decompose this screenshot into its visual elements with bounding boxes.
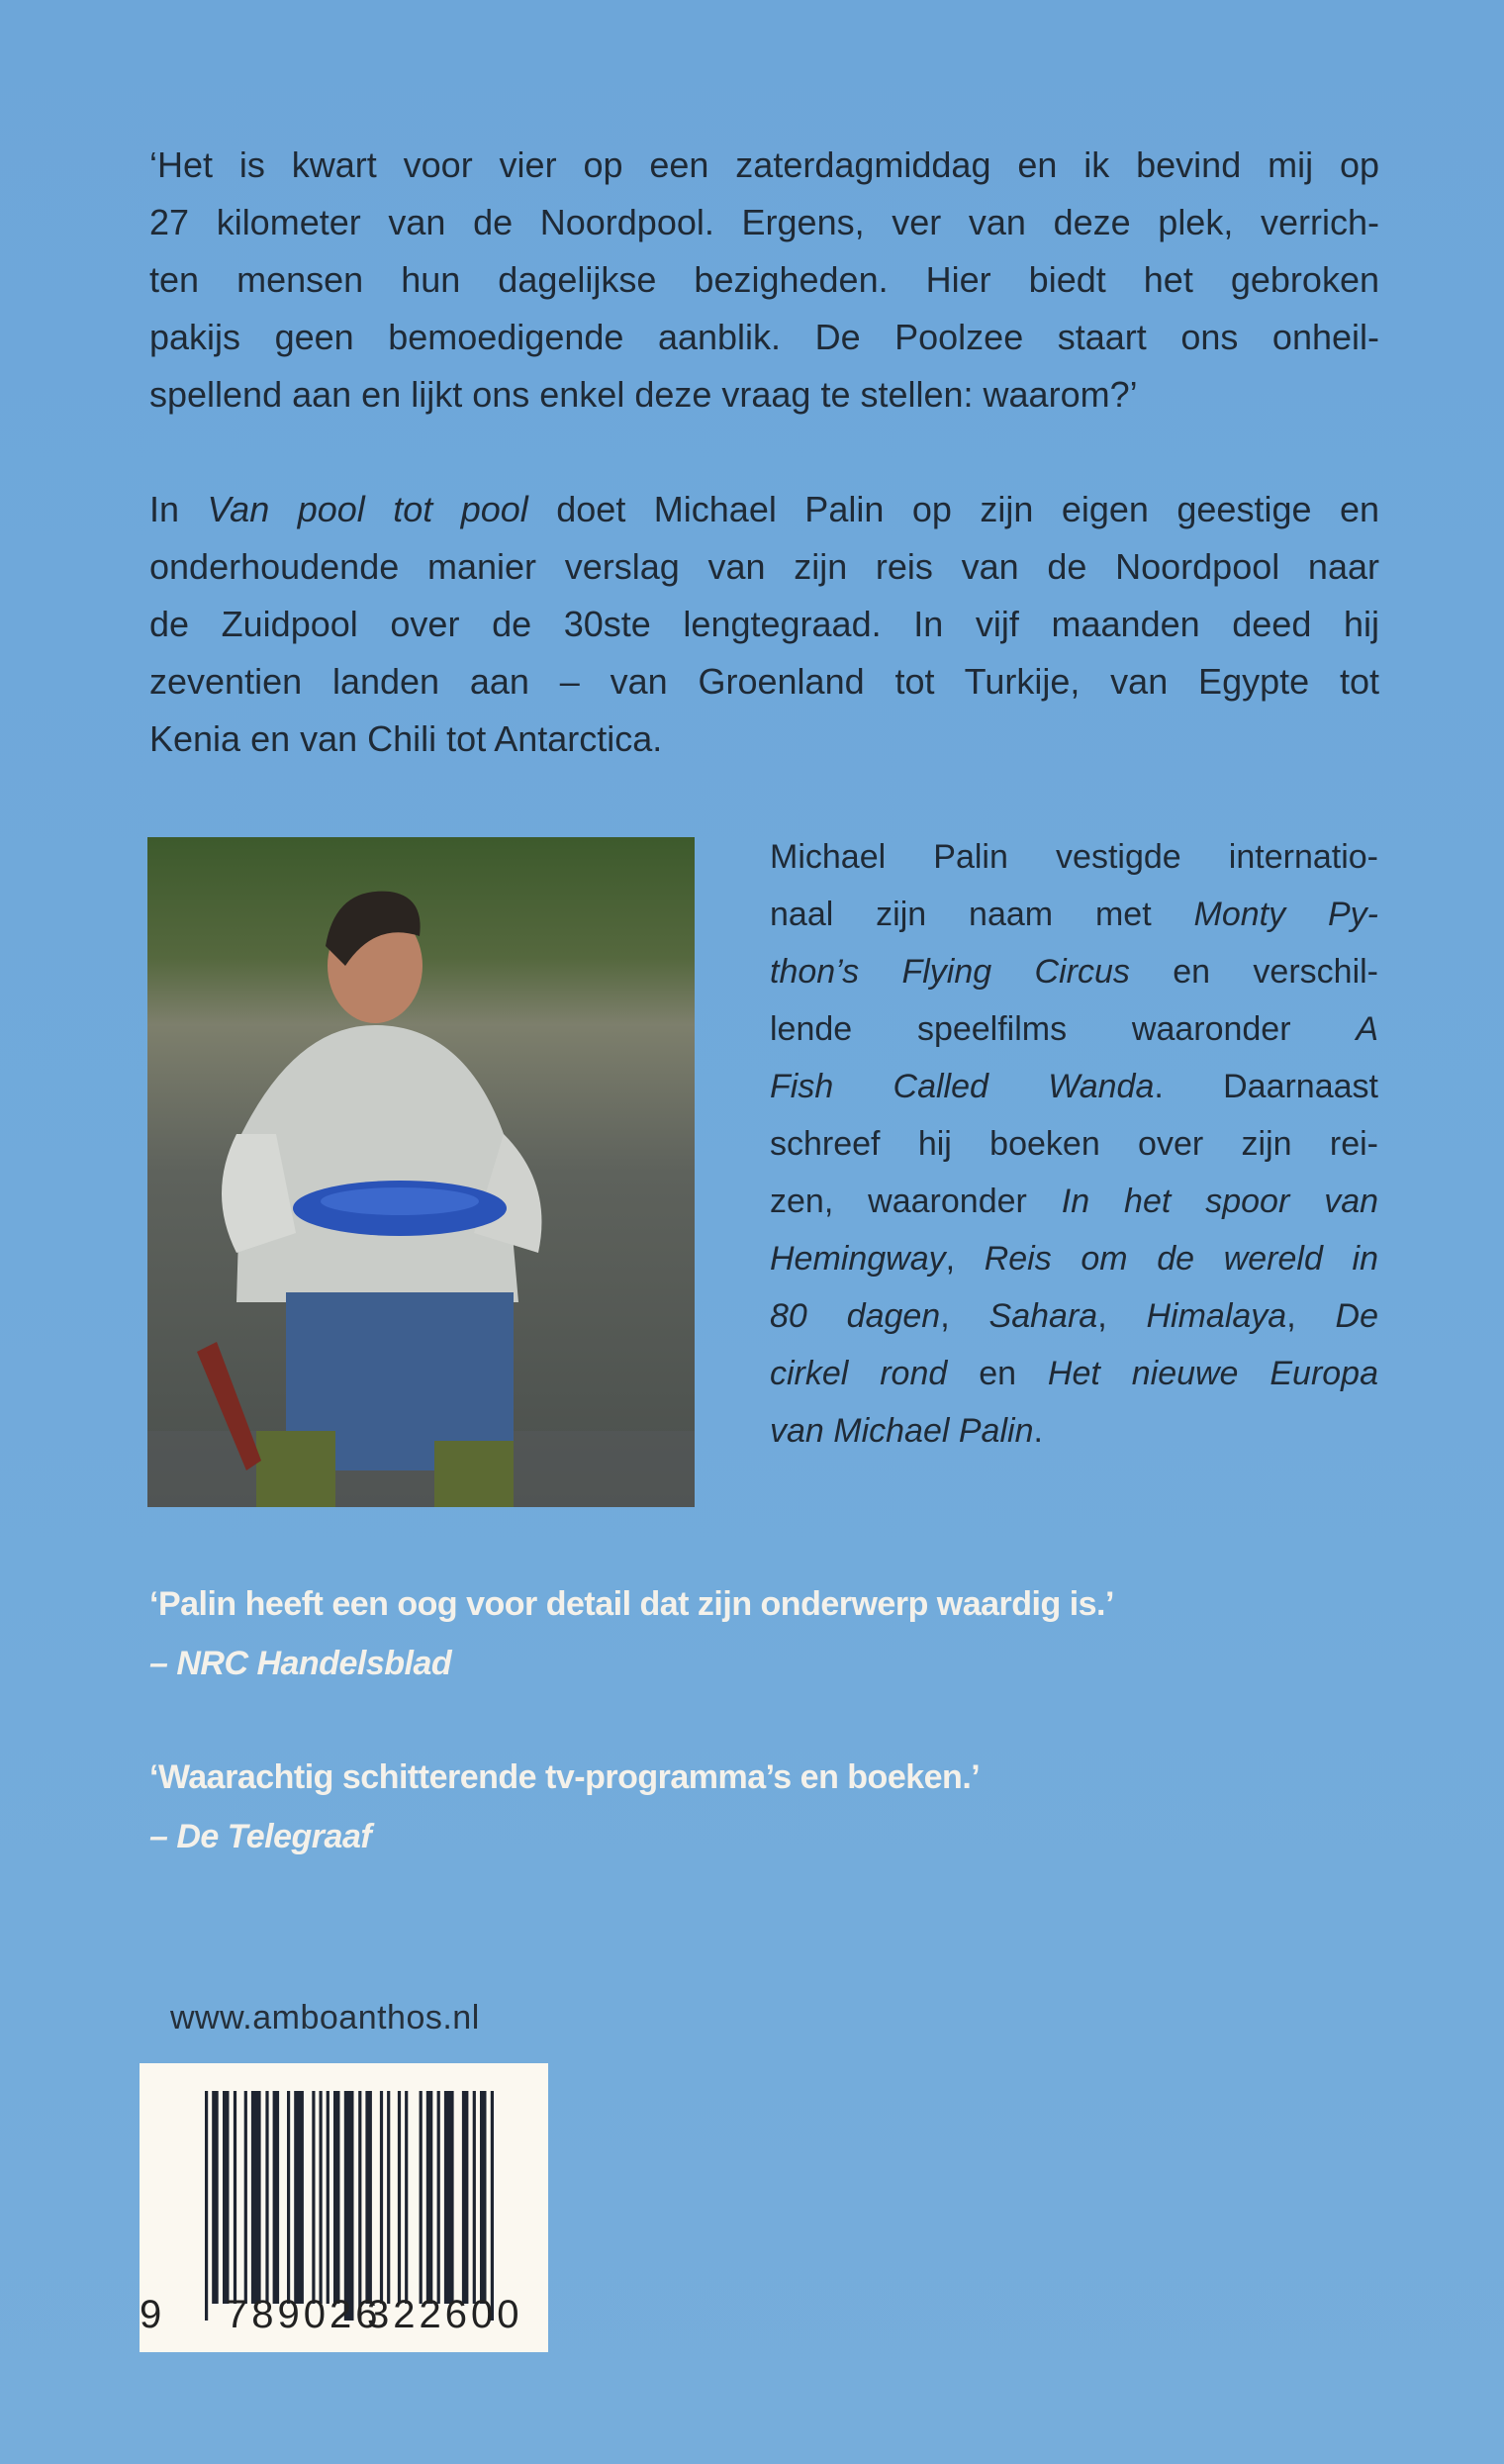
author-bio xyxy=(770,828,1378,1460)
review-source: – De Telegraaf xyxy=(149,1818,372,1855)
intro-quote xyxy=(149,137,1379,424)
barcode-bar xyxy=(462,2091,469,2304)
barcode-bar xyxy=(327,2091,329,2304)
text-segment: In xyxy=(149,489,208,529)
text-line xyxy=(149,653,1379,711)
barcode-bar xyxy=(380,2091,383,2304)
barcode-bar xyxy=(234,2091,236,2304)
isbn-barcode xyxy=(140,2063,548,2352)
text-segment: Kenia en van Chili tot Antarctica. xyxy=(149,718,663,759)
text-line xyxy=(149,137,1379,194)
barcode-bar xyxy=(273,2091,280,2304)
text-segment: , xyxy=(1097,1297,1147,1335)
text-segment: , xyxy=(945,1240,985,1278)
text-line xyxy=(770,1173,1378,1230)
barcode-bar xyxy=(251,2091,261,2304)
italic-title: Van pool tot pool xyxy=(207,489,528,529)
barcode-digit-first: 9 xyxy=(140,2293,166,2336)
text-segment: naal zijn naam met xyxy=(770,896,1194,933)
barcode-bar xyxy=(426,2091,433,2304)
text-segment: zen, waaronder xyxy=(770,1183,1062,1220)
text-line xyxy=(149,596,1379,653)
barcode-bar xyxy=(294,2091,304,2304)
barcode-bar xyxy=(223,2091,230,2304)
italic-title: Reis om de wereld in xyxy=(984,1240,1378,1278)
review-quote xyxy=(149,1748,980,1866)
barcode-bar xyxy=(333,2091,340,2304)
text-line xyxy=(770,1345,1378,1402)
text-line xyxy=(149,251,1379,309)
text-line xyxy=(149,309,1379,366)
barcode-bar xyxy=(444,2091,454,2304)
review-text: ‘Palin heeft een oog voor detail dat zijn onderwerp waardig is.’ xyxy=(149,1585,1114,1623)
text-segment: de Zuidpool over de 30ste lengtegraad. In vijf maanden deed hij xyxy=(149,604,1379,644)
italic-title: Himalaya xyxy=(1146,1297,1287,1335)
barcode-bar xyxy=(387,2091,390,2304)
text-segment: pakijs geen bemoedigende aanblik. De Poolzee staart ons onheil- xyxy=(149,317,1379,357)
italic-title: Het nieuwe Europa xyxy=(1047,1355,1379,1392)
barcode-bar xyxy=(205,2091,208,2321)
text-line xyxy=(149,711,1379,768)
text-line xyxy=(770,1115,1378,1173)
author-photo xyxy=(147,837,695,1507)
italic-title: A xyxy=(1356,1010,1378,1048)
text-segment: ‘Het is kwart voor vier op een zaterdagmiddag en ik bevind mij op xyxy=(149,144,1379,185)
text-segment: onderhoudende manier verslag van zijn reis van de Noordpool naar xyxy=(149,546,1379,587)
barcode-digits-left: 789026 xyxy=(226,2293,382,2336)
barcode-bar xyxy=(365,2091,372,2304)
barcode-bar xyxy=(287,2091,290,2304)
barcode-bar xyxy=(398,2091,401,2304)
text-line xyxy=(149,538,1379,596)
barcode-bar xyxy=(344,2091,354,2321)
barcode-bar xyxy=(320,2091,323,2304)
text-segment: . xyxy=(1033,1412,1043,1450)
publisher-website: www.amboanthos.nl xyxy=(170,1999,480,2037)
italic-title: Fish Called Wanda xyxy=(770,1068,1155,1105)
barcode-bar xyxy=(265,2091,268,2304)
text-line xyxy=(149,194,1379,251)
text-line xyxy=(770,1058,1378,1115)
book-summary xyxy=(149,481,1379,768)
barcode-digits-right: 322600 xyxy=(367,2293,523,2336)
barcode-bar xyxy=(358,2091,361,2321)
text-segment: ten mensen hun dagelijkse bezigheden. Hier biedt het gebroken xyxy=(149,259,1379,300)
text-segment: en xyxy=(947,1355,1048,1392)
review-quote xyxy=(149,1574,1114,1693)
text-segment: zeventien landen aan – van Groenland tot Turkije, van Egypte tot xyxy=(149,661,1379,702)
barcode-bar xyxy=(473,2091,476,2304)
text-segment: , xyxy=(940,1297,989,1335)
italic-title: Sahara xyxy=(988,1297,1098,1335)
italic-title: Monty Py- xyxy=(1193,896,1378,933)
review-text: ‘Waarachtig schitterende tv-programma’s en boeken.’ xyxy=(149,1758,981,1796)
barcode-bar xyxy=(312,2091,315,2304)
barcode-bar xyxy=(480,2091,487,2304)
italic-title: Hemingway xyxy=(770,1240,946,1278)
italic-title: De xyxy=(1335,1297,1378,1335)
text-segment: lende speelfilms waaronder xyxy=(770,1010,1357,1048)
barcode-bar xyxy=(420,2091,423,2304)
text-segment: en verschil- xyxy=(1129,953,1378,991)
text-line xyxy=(770,1402,1378,1460)
italic-title: thon’s Flying Circus xyxy=(770,953,1130,991)
text-segment: 27 kilometer van de Noordpool. Ergens, ver van deze plek, verrich- xyxy=(149,202,1379,242)
italic-title: 80 dagen xyxy=(770,1297,941,1335)
barcode-bar xyxy=(437,2091,440,2304)
barcode-bar xyxy=(491,2091,494,2321)
text-line xyxy=(149,366,1379,424)
barcode-bar xyxy=(405,2091,408,2304)
barcode-bar xyxy=(244,2091,247,2304)
text-line xyxy=(770,828,1378,886)
italic-title: cirkel rond xyxy=(770,1355,948,1392)
text-line xyxy=(770,943,1378,1000)
review-source: – NRC Handelsblad xyxy=(149,1645,452,1682)
text-line xyxy=(770,1000,1378,1058)
text-segment: Michael Palin vestigde internatio- xyxy=(770,838,1378,876)
text-line xyxy=(149,481,1379,538)
text-line xyxy=(770,1230,1378,1287)
text-line xyxy=(770,886,1378,943)
text-segment: . Daarnaast xyxy=(1154,1068,1378,1105)
text-segment: doet Michael Palin op zijn eigen geestige en xyxy=(527,489,1379,529)
text-segment: , xyxy=(1286,1297,1336,1335)
text-line xyxy=(770,1287,1378,1345)
italic-title: van Michael Palin xyxy=(770,1412,1034,1450)
italic-title: In het spoor van xyxy=(1061,1183,1379,1220)
text-segment: schreef hij boeken over zijn rei- xyxy=(770,1125,1378,1163)
barcode-bar xyxy=(212,2091,219,2304)
text-segment: spellend aan en lijkt ons enkel deze vraag te stellen: waarom?’ xyxy=(149,374,1138,415)
